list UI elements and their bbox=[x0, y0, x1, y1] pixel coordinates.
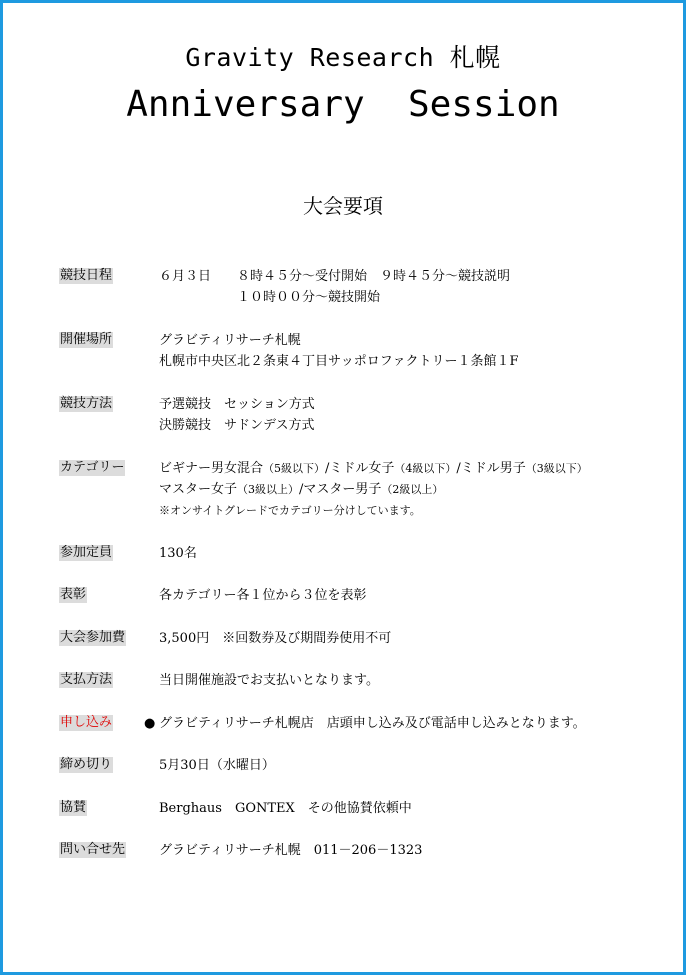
format-line1: 予選競技 セッション方式 bbox=[159, 397, 315, 412]
category-middle-men: /ミドル男子 bbox=[456, 461, 526, 476]
awards-value bbox=[159, 585, 366, 606]
category-master-men: /マスター男子 bbox=[299, 482, 382, 497]
venue-label: 開催場所 bbox=[60, 332, 113, 347]
entry-text: グラビティリサーチ札幌店 店頭申し込み及び電話申し込みとなります。 bbox=[159, 716, 586, 731]
deadline-text: 5月30日（水曜日） bbox=[159, 758, 275, 773]
schedule-value bbox=[159, 266, 510, 308]
venue-value bbox=[159, 330, 519, 372]
venue-line1: グラビティリサーチ札幌 bbox=[159, 333, 301, 348]
deadline-value bbox=[159, 755, 275, 776]
payment-label: 支払方法 bbox=[60, 672, 113, 687]
contact-value bbox=[159, 840, 422, 861]
fee-value bbox=[159, 628, 391, 649]
schedule-line2: １０時００分～競技開始 bbox=[159, 290, 381, 305]
sponsor-text: Berghaus GONTEX その他協賛依頼中 bbox=[159, 801, 412, 816]
venue-line2: 札幌市中央区北２条東４丁目サッポロファクトリー１条館１F bbox=[159, 354, 519, 369]
category-label: カテゴリー bbox=[60, 460, 125, 475]
category-line2 bbox=[159, 479, 588, 500]
category-master-men-grade: （2級以上） bbox=[381, 483, 444, 496]
category-master-women-grade: （3級以上） bbox=[237, 483, 300, 496]
category-middle-men-grade: （3級以下） bbox=[525, 462, 588, 475]
category-beginner-grade: （5級以下） bbox=[263, 462, 326, 475]
category-note: ※オンサイトグレードでカテゴリー分けしています。 bbox=[159, 504, 421, 517]
category-line1 bbox=[159, 458, 588, 479]
contact-label: 問い合せ先 bbox=[60, 842, 126, 857]
category-master-women: マスター女子 bbox=[159, 482, 238, 497]
format-line2: 決勝競技 サドンデス方式 bbox=[159, 418, 315, 433]
contact-text: グラビティリサーチ札幌 011－206－1323 bbox=[159, 843, 423, 858]
awards-text: 各カテゴリー各１位から３位を表彰 bbox=[159, 588, 367, 603]
capacity-value bbox=[159, 543, 197, 564]
sponsor-value bbox=[159, 798, 412, 819]
entry-value bbox=[159, 713, 586, 734]
section-heading: 大会要項 bbox=[303, 194, 383, 218]
event-title-line1: Gravity Research 札幌 bbox=[185, 43, 501, 72]
schedule-label: 競技日程 bbox=[60, 268, 113, 283]
fee-text: 3,500円 ※回数券及び期間券使用不可 bbox=[159, 631, 392, 646]
awards-label: 表彰 bbox=[60, 587, 87, 602]
capacity-text: 130名 bbox=[159, 546, 197, 561]
capacity-label: 参加定員 bbox=[60, 545, 113, 560]
fee-label: 大会参加費 bbox=[60, 630, 126, 645]
category-value bbox=[159, 458, 588, 521]
payment-value bbox=[159, 670, 379, 691]
payment-text: 当日開催施設でお支払いとなります。 bbox=[159, 673, 379, 688]
entry-label: 申し込み bbox=[60, 715, 113, 730]
bullet-icon: ● bbox=[144, 716, 156, 731]
schedule-line1: ６月３日 ８時４５分～受付開始 ９時４５分～競技説明 bbox=[159, 269, 511, 284]
deadline-label: 締め切り bbox=[60, 757, 113, 772]
sponsor-label: 協賛 bbox=[60, 800, 87, 815]
event-title-line2: Anniversary Session bbox=[126, 84, 560, 125]
category-beginner: ビギナー男女混合 bbox=[159, 461, 264, 476]
category-middle-women-grade: （4級以下） bbox=[394, 462, 457, 475]
category-middle-women: /ミドル女子 bbox=[325, 461, 395, 476]
format-value bbox=[159, 394, 315, 436]
format-label: 競技方法 bbox=[60, 396, 113, 411]
